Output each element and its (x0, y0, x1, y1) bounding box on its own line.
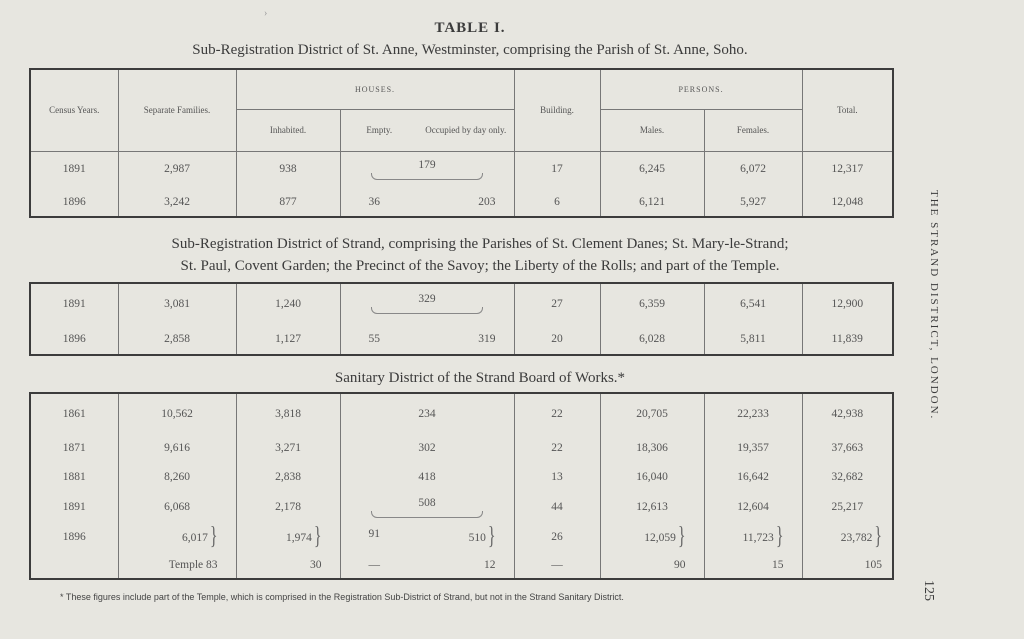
header-inhabited: Inhabited. (236, 109, 340, 151)
cell-families: 2,858 (118, 323, 236, 355)
cell-total: 105 (864, 558, 882, 571)
header-census-years: Census Years. (30, 69, 118, 151)
cell-building: 22 (514, 433, 600, 462)
cell-year: 1891 (30, 491, 118, 523)
header-males: Males. (600, 109, 704, 151)
header-building: Building. (514, 69, 600, 151)
cell-males: 6,121 (600, 187, 704, 217)
cell-families: 2,987 (118, 151, 236, 187)
cell-males: 6,028 (600, 323, 704, 355)
cell-building: 26 (514, 523, 600, 551)
cell-empty: 55 (368, 332, 380, 345)
cell-total: 11,839 (831, 332, 863, 345)
table-strand (29, 282, 894, 356)
cell-building: 27 (514, 283, 600, 323)
cell-inhabited: 1,974 } (236, 523, 340, 551)
cell-females: 15 (704, 551, 802, 579)
brace (371, 511, 483, 518)
cell-year: 1861 (30, 393, 118, 433)
section2-caption-line2: St. Paul, Covent Garden; the Precinct of the Savoy; the Liberty of the Rolls; and part of the Temple. (180, 258, 780, 274)
running-head: THE STRAND DISTRICT, LONDON. (928, 190, 940, 421)
cell-females: 11,723 } (704, 523, 802, 551)
section2-caption-line1: Sub-Registration District of Strand, comprising the Parishes of St. Clement Danes; St. Mary-le-Strand; (171, 236, 789, 252)
section3-caption: Sanitary District of the Strand Board of Works.* (334, 370, 626, 386)
cell-empty: — (368, 558, 380, 571)
cell-females: 22,233 (704, 393, 802, 433)
cell-inhabited: 1,127 (236, 323, 340, 355)
cell-males: 6,359 (600, 283, 704, 323)
cell-empty-combined: 508 (340, 491, 514, 523)
cell-empty-occupied (340, 323, 514, 355)
cell-year: 1896 (30, 187, 118, 217)
cell-females: 6,072 (704, 151, 802, 187)
cell-total: 23,782 } (840, 522, 882, 550)
table-row (30, 523, 893, 551)
cell-total: 12,317 (831, 163, 864, 176)
brace (371, 173, 483, 180)
header-total: Total. (802, 69, 893, 151)
cell-empty: 36 (368, 195, 380, 208)
table-row (30, 151, 893, 187)
cell-females: 5,811 (704, 323, 802, 355)
cell-occupied: 203 (478, 195, 496, 208)
header-separate-families: Separate Families. (118, 69, 236, 151)
cell-males: 18,306 (600, 433, 704, 462)
cell-occupied: 12 (484, 558, 496, 571)
cell-inhabited: 877 (236, 187, 340, 217)
cell-males: 20,705 (600, 393, 704, 433)
cell-year: 1896 (30, 323, 118, 355)
table-row (30, 393, 893, 433)
cell-inhabited: 2,178 (236, 491, 340, 523)
footnote: * These figures include part of the Temple, which is comprised in the Registration Sub-District of Strand, but not in the Strand Sanitary District. (60, 592, 624, 602)
cell-year (30, 551, 118, 579)
cell-families: 6,068 (118, 491, 236, 523)
table-row (30, 462, 893, 491)
page-number: 125 (921, 580, 936, 601)
cell-occupied: 319 (478, 332, 496, 345)
section1-caption: Sub-Registration District of St. Anne, Westminster, comprising the Parish of St. Anne, Soho. (192, 42, 748, 58)
cell-females: 5,927 (704, 187, 802, 217)
header-houses: HOUSES. (236, 69, 514, 109)
cell-building: 20 (514, 323, 600, 355)
header-persons: PERSONS. (600, 69, 802, 109)
cell-empty: 91 (368, 528, 380, 540)
cell-building: 17 (514, 151, 600, 187)
cell-empty-occupied (340, 187, 514, 217)
table-row (30, 551, 893, 579)
cell-total: 42,938 (831, 407, 864, 420)
cell-families: 3,081 (118, 283, 236, 323)
cell-total: 12,900 (831, 297, 864, 310)
header-females: Females. (704, 109, 802, 151)
cell-total: 37,663 (831, 441, 864, 454)
cell-building: — (514, 551, 600, 579)
cell-inhabited: 2,838 (236, 462, 340, 491)
cell-empty-occupied (340, 551, 514, 579)
cell-empty-combined: 329 (340, 283, 514, 323)
cell-families: 6,017 } (118, 523, 236, 551)
cell-total: 25,217 (831, 501, 864, 513)
cell-empty-combined: 179 (340, 151, 514, 187)
table-strand-board (29, 392, 894, 580)
cell-females: 12,604 (704, 491, 802, 523)
table-row (30, 283, 893, 323)
table-title: TABLE I. (434, 20, 506, 36)
cell-empty-combined: 302 (340, 433, 514, 462)
table-st-anne (29, 68, 894, 218)
cell-total: 32,682 (831, 470, 864, 483)
cell-empty-combined: 234 (340, 393, 514, 433)
header-occupied-by-day: Occupied by day only. (418, 109, 514, 151)
cell-males: 6,245 (600, 151, 704, 187)
cell-total: 12,048 (831, 195, 864, 208)
cell-families: Temple 83 (118, 551, 236, 579)
cell-females: 19,357 (704, 433, 802, 462)
cell-year: 1896 (30, 523, 118, 551)
cell-females: 16,642 (704, 462, 802, 491)
cell-families: 10,562 (118, 393, 236, 433)
cell-females: 6,541 (704, 283, 802, 323)
cell-males: 12,613 (600, 491, 704, 523)
table-row (30, 433, 893, 462)
margin-mark: › (264, 8, 268, 19)
cell-families: 9,616 (118, 433, 236, 462)
cell-males: 12,059 } (600, 523, 704, 551)
cell-families: 3,242 (118, 187, 236, 217)
cell-year: 1881 (30, 462, 118, 491)
section2-caption (20, 233, 940, 277)
cell-year: 1891 (30, 151, 118, 187)
cell-empty-occupied (340, 523, 514, 551)
cell-empty-combined: 418 (340, 462, 514, 491)
table-row (30, 187, 893, 217)
cell-inhabited: 938 (236, 151, 340, 187)
header-empty: Empty. (340, 109, 418, 151)
cell-inhabited: 30 (236, 551, 340, 579)
table-row (30, 323, 893, 355)
cell-families: 8,260 (118, 462, 236, 491)
table-row (30, 491, 893, 523)
cell-males: 90 (600, 551, 704, 579)
cell-building: 13 (514, 462, 600, 491)
cell-inhabited: 3,818 (236, 393, 340, 433)
cell-males: 16,040 (600, 462, 704, 491)
cell-year: 1871 (30, 433, 118, 462)
cell-building: 6 (514, 187, 600, 217)
cell-inhabited: 3,271 (236, 433, 340, 462)
cell-building: 44 (514, 491, 600, 523)
cell-building: 22 (514, 393, 600, 433)
brace (371, 307, 483, 314)
cell-year: 1891 (30, 283, 118, 323)
cell-inhabited: 1,240 (236, 283, 340, 323)
cell-occupied: 510 } (468, 522, 496, 550)
